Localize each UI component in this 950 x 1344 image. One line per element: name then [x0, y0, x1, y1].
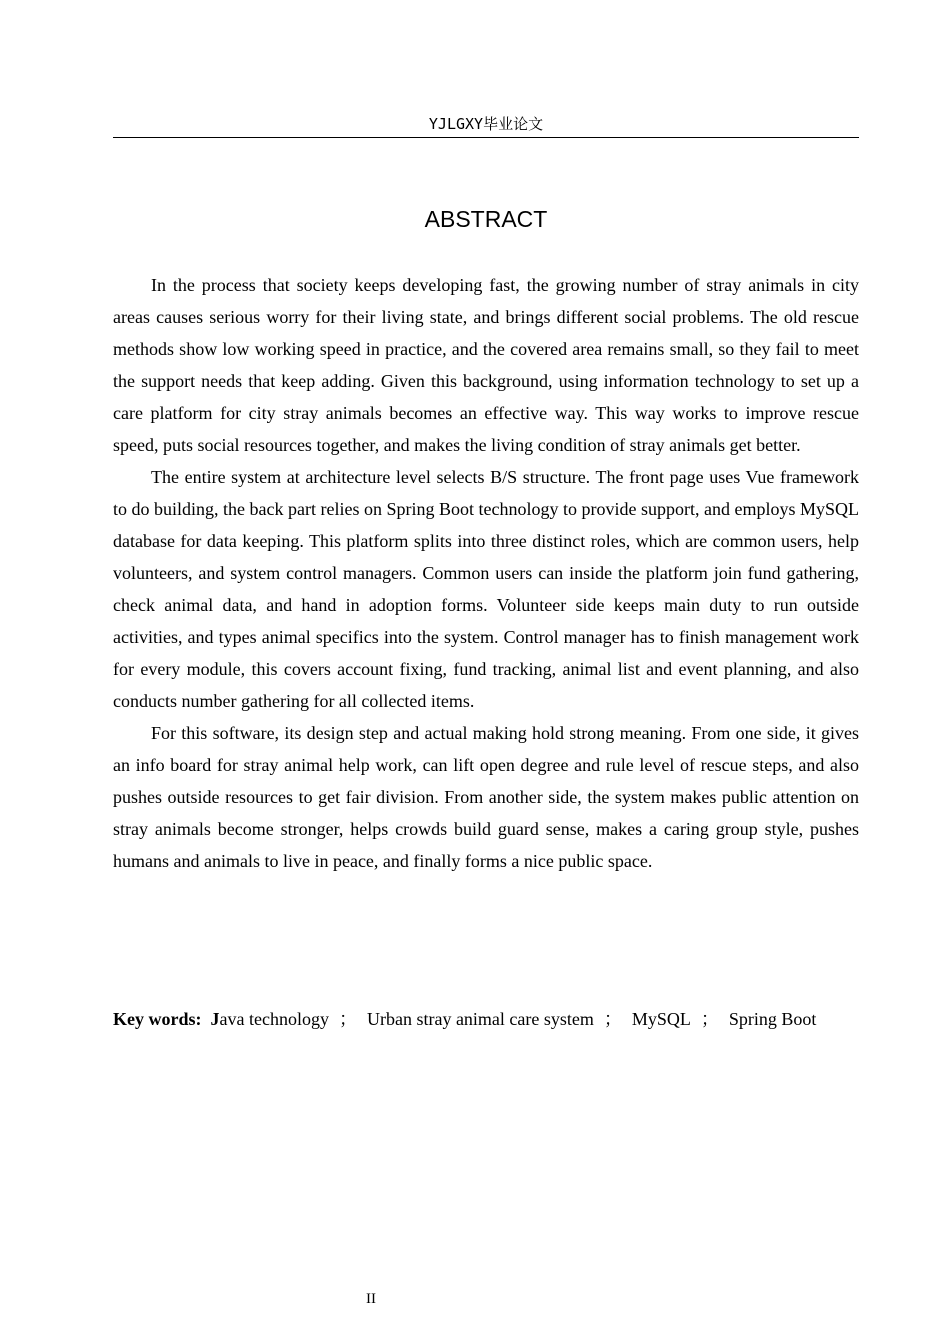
keyword-separator: ；: [338, 1009, 357, 1029]
abstract-paragraph-1: In the process that society keeps developing fast, the growing number of stray animals in city areas causes serious worry for their living state, and brings different social problems. The old rescue methods show low working speed in practice, and the covered area remains small, so they fail to meet the support needs that keep adding. Given this background, using information technology to set up a care platform for city stray animals becomes an effective way. This way works to improve rescue speed, puts social resources together, and makes the living condition of stray animals get better.: [113, 275, 859, 455]
keywords-label: Key words:: [113, 1009, 202, 1029]
abstract-paragraph-2: The entire system at architecture level selects B/S structure. The front page uses Vue framework to do building, the back part relies on Spring Boot technology to provide support, and employs MySQL database for data keeping. This platform splits into three distinct roles, which are common users, help volunteers, and system control managers. Common users can inside the platform join fund gathering, check animal data, and hand in adoption forms. Volunteer side keeps main duty to run outside activities, and types animal specifics into the system. Control manager has to finish management work for every module, this covers account fixing, fund tracking, animal list and event planning, and also conducts number gathering for all collected items.: [113, 467, 859, 711]
keyword-separator: ；: [700, 1009, 719, 1029]
page-number: II: [366, 1291, 376, 1307]
page-header: [113, 114, 859, 138]
header-text: YJLGXY毕业论文: [428, 115, 544, 133]
keywords-line: [113, 1003, 859, 1035]
abstract-title: ABSTRACT: [424, 206, 548, 232]
keyword-item-urban: Urban stray animal care system: [366, 1009, 594, 1029]
keyword-item-java: ava technology: [219, 1009, 329, 1029]
keyword-item-springboot: Spring Boot: [728, 1009, 817, 1029]
abstract-body: [113, 269, 859, 877]
keyword-separator: ；: [603, 1009, 622, 1029]
keyword-item-mysql: MySQL: [631, 1009, 691, 1029]
abstract-paragraph-3: For this software, its design step and actual making hold strong meaning. From one side, it gives an info board for stray animal help work, can lift open degree and rule level of rescue steps, and also pushes outside resources to get fair division. From another side, the system makes public attention on stray animals become stronger, helps crowds build guard sense, makes a caring group style, pushes humans and animals to live in peace, and finally forms a nice public space.: [113, 723, 859, 871]
keyword-first-letter: J: [210, 1009, 220, 1029]
